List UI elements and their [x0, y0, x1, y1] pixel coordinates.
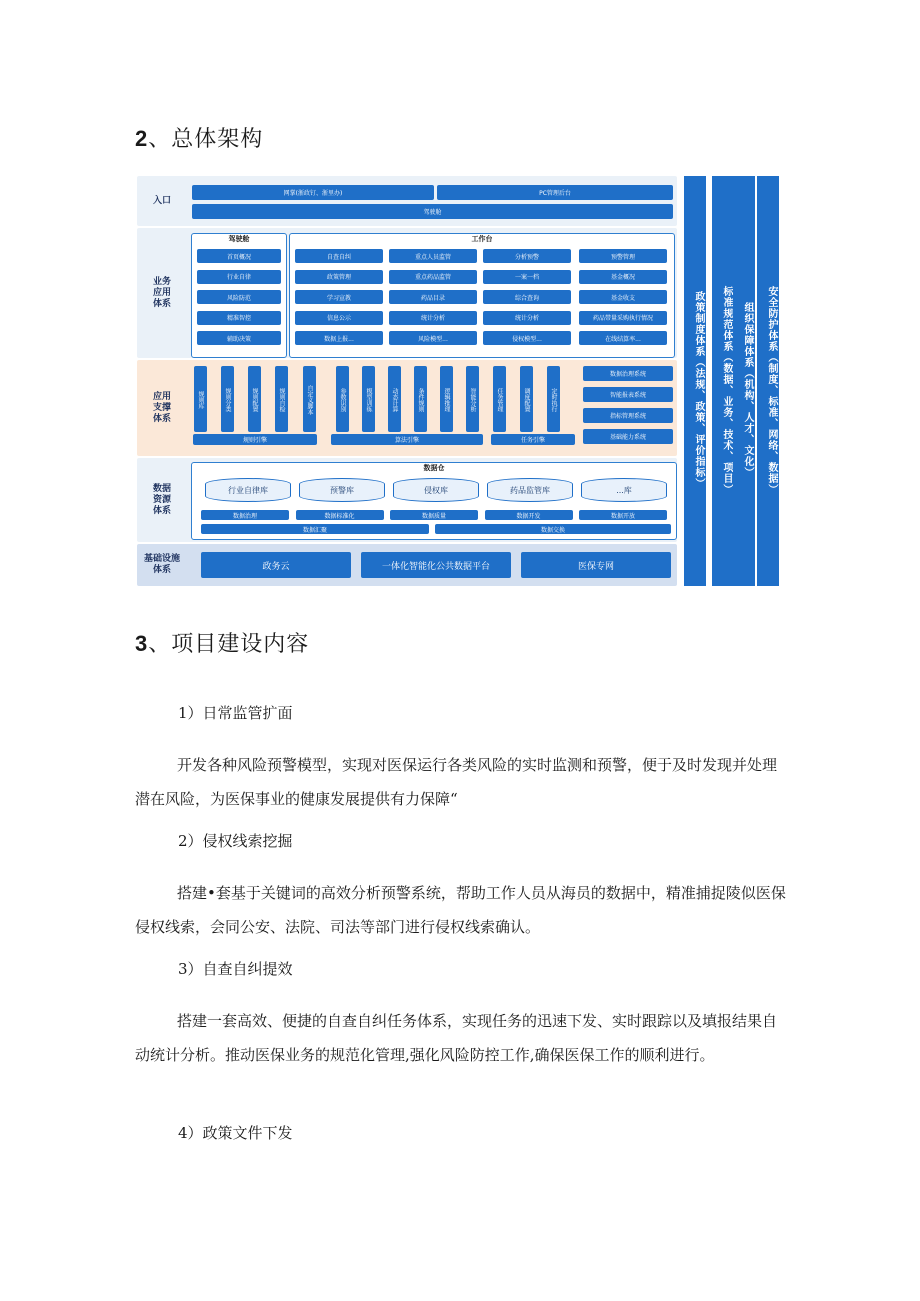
data-exchange: 数据交换: [435, 524, 671, 534]
workbench-item: 信息公示: [295, 311, 383, 325]
item-label-3: 3）自查自纠提效: [178, 960, 293, 978]
support-item: 规则配置: [248, 366, 261, 432]
cockpit-item: 辅助决策: [197, 331, 281, 345]
support-item: 模型训练: [362, 366, 375, 432]
support-item: 逻辑推理: [440, 366, 453, 432]
item-label-4: 4）政策文件下发: [178, 1124, 293, 1142]
data-warehouse-title: 数据仓: [423, 464, 445, 472]
system-data-governance: 数据治理系统: [583, 366, 673, 381]
layer-label-entry: 入口: [152, 195, 171, 206]
section-number: 2: [135, 126, 149, 151]
workbench-item: 药品目录: [389, 290, 477, 304]
cockpit-title: 驾驶舱: [228, 235, 250, 243]
db-drug-supervision: 药品监管库: [487, 478, 573, 502]
workbench-item: 预警管理: [579, 249, 667, 263]
db-self-discipline: 行业自律库: [205, 478, 291, 502]
workbench-item: 药品带量采购执行情况: [579, 311, 667, 325]
workbench-item: 重点药品监管: [389, 270, 477, 284]
architecture-diagram: [137, 176, 782, 586]
workbench-item: 统计分析: [483, 311, 571, 325]
pillar-policy: 政策制度体系（法规、政策、评价指标）: [684, 176, 706, 586]
support-item: 任务管理: [493, 366, 506, 432]
section-title: 、项目建设内容: [148, 632, 310, 657]
workbench-item: 自查自纠: [295, 249, 383, 263]
support-item: 规则库: [194, 366, 207, 432]
layer-label-infra: 基础设施体系: [143, 554, 180, 575]
pillar-standards: 标准规范体系（数据、业务、技术、项目）: [712, 176, 734, 586]
data-process-item: 数据治理: [201, 510, 289, 520]
infra-medical-network: 医保专网: [521, 552, 671, 578]
workbench-title: 工作台: [471, 235, 493, 243]
support-item: 自定义脚本: [303, 366, 316, 432]
data-process-item: 数据开放: [579, 510, 667, 520]
item-paragraph-1: 开发各种风险预警模型，实现对医保运行各类风险的实时监测和预警，便于及时发现并处理潜在风险，为医保事业的健康发展提供有力保障“: [135, 756, 778, 808]
workbench-item: 在线结算率...: [579, 331, 667, 345]
workbench-item: 分析预警: [483, 249, 571, 263]
cockpit-item: 行业自律: [197, 270, 281, 284]
entry-pc-admin: PC管理后台: [437, 185, 673, 200]
system-smart-report: 智能报表系统: [583, 387, 673, 402]
entry-mobile: 网掌(浙政钉、浙里办): [192, 185, 434, 200]
section-2-heading: [135, 122, 263, 153]
data-process-item: 数据质量: [390, 510, 478, 520]
layer-label-data: 数据资源体系: [152, 483, 171, 516]
section-title: 、总体架构: [148, 127, 264, 152]
system-basic-capability: 基础能力系统: [583, 429, 673, 444]
db-warning: 预警库: [299, 478, 385, 502]
data-aggregation: 数据汇聚: [201, 524, 429, 534]
support-item: 条件规则: [414, 366, 427, 432]
support-item: 智能分析: [466, 366, 479, 432]
support-item: 规则分类: [221, 366, 234, 432]
workbench-item: 基金收支: [579, 290, 667, 304]
infra-public-data-platform: 一体化智能化公共数据平台: [361, 552, 511, 578]
support-item: 定时执行: [547, 366, 560, 432]
db-infringement: 侵权库: [393, 478, 479, 502]
pillar-security: 安全防护体系（制度、标准、网络、数据）: [757, 176, 779, 586]
item-label-1: 1）日常监管扩面: [178, 704, 293, 722]
engine-rule: 规则引擎: [193, 434, 317, 445]
workbench-item: 综合查询: [483, 290, 571, 304]
section-number: 3: [135, 631, 149, 656]
db-other: ...库: [581, 478, 667, 502]
workbench-item: 重点人员监管: [389, 249, 477, 263]
system-indicator: 指标管理系统: [583, 408, 673, 423]
workbench-item: 政策管理: [295, 270, 383, 284]
workbench-item: 风险模型...: [389, 331, 477, 345]
workbench-item: 学习宣教: [295, 290, 383, 304]
item-paragraph-3: 搭建一套高效、便捷的自查自纠任务体系，实现任务的迅速下发、实时跟踪以及填报结果自动统计分析。推动医保业务的规范化管理,强化风险防控工作,确保医保工作的顺利进行。: [135, 1012, 778, 1064]
section-3-heading: [135, 627, 309, 658]
workbench-item: 统计分析: [389, 311, 477, 325]
item-label-2: 2）侵权线索挖掘: [178, 832, 293, 850]
support-item: 参数识别: [336, 366, 349, 432]
infra-gov-cloud: 政务云: [201, 552, 351, 578]
workbench-item: 侵权模型...: [483, 331, 571, 345]
workbench-item: 数据上报...: [295, 331, 383, 345]
workbench-item: 基金概况: [579, 270, 667, 284]
item-paragraph-2: 搭建•套基于关键词的高效分析预警系统，帮助工作人员从海员的数据中，精准捕捉陵似医保侵权线索，会同公安、法院、司法等部门进行侵权线索确认。: [135, 884, 786, 936]
cockpit-item: 首页概况: [197, 249, 281, 263]
layer-label-support: 应用支撑体系: [152, 391, 171, 424]
support-item: 动态计算: [388, 366, 401, 432]
support-item: 规则自检: [275, 366, 288, 432]
workbench-item: 一案一档: [483, 270, 571, 284]
cockpit-item: 精准智控: [197, 311, 281, 325]
data-process-item: 数据标准化: [296, 510, 384, 520]
support-item: 调度配置: [520, 366, 533, 432]
engine-algorithm: 算法引擎: [331, 434, 483, 445]
engine-task: 任务引擎: [491, 434, 575, 445]
data-process-item: 数据开发: [485, 510, 573, 520]
entry-cockpit: 驾驶舱: [192, 204, 673, 219]
layer-label-business: 业务应用体系: [152, 276, 171, 309]
cockpit-item: 风险防范: [197, 290, 281, 304]
pillar-organization: 组织保障体系（机构、人才、文化）: [733, 176, 755, 586]
